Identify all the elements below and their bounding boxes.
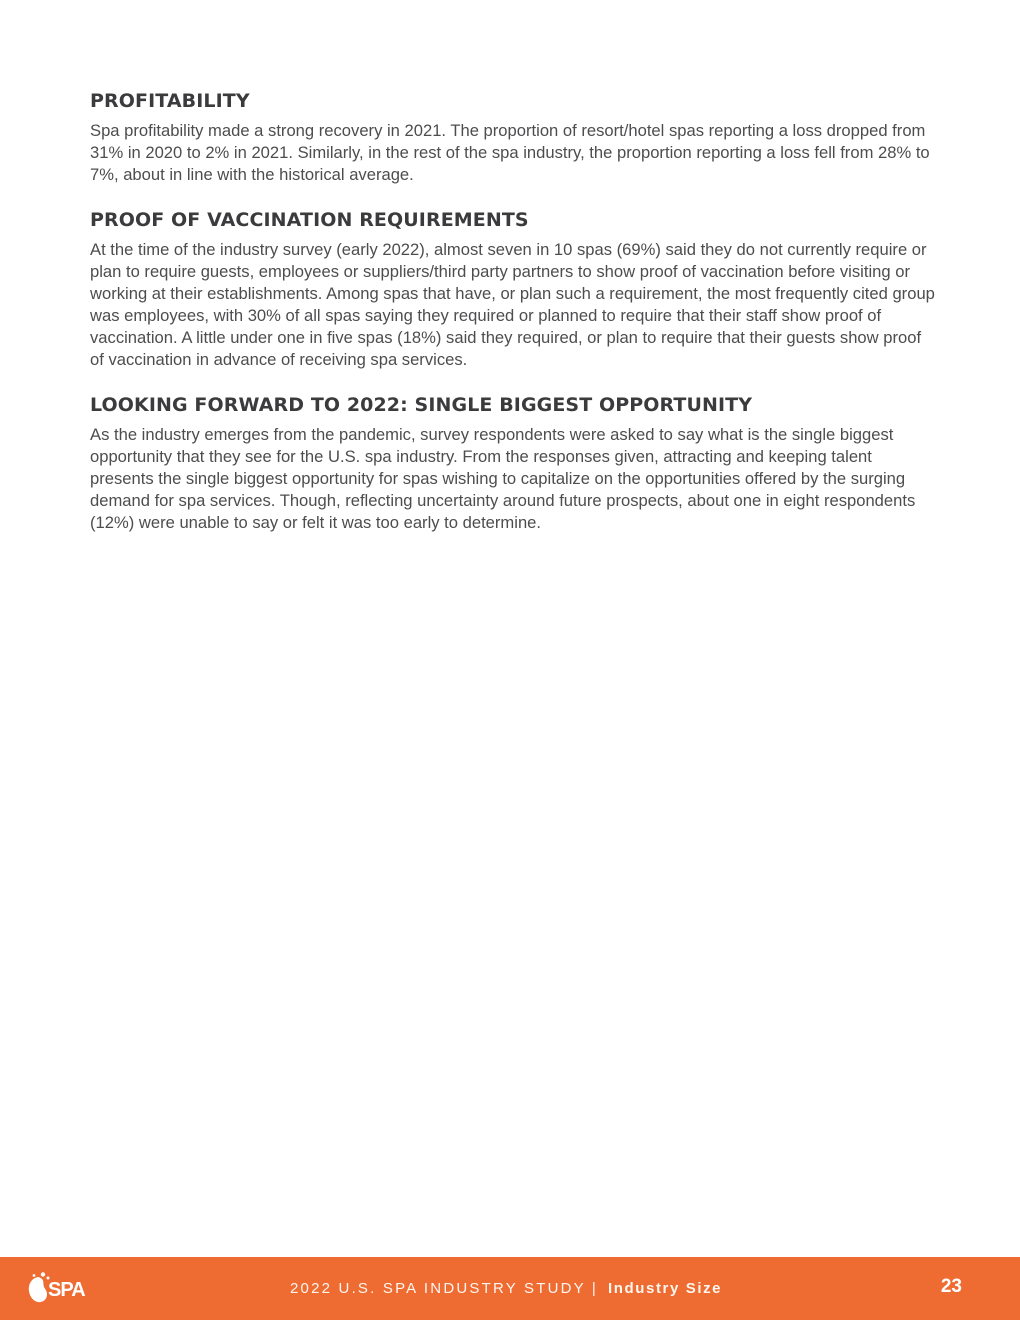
footer-separator: | — [591, 1280, 598, 1297]
footer-section-name: Industry Size — [607, 1280, 723, 1297]
vaccination-section — [90, 207, 935, 371]
spa-logo — [26, 1271, 96, 1307]
page-number: 23 — [940, 1276, 962, 1297]
section-heading: PROFITABILITY — [90, 90, 250, 112]
section-heading: PROOF OF VACCINATION REQUIREMENTS — [90, 209, 529, 231]
page-footer — [0, 1257, 1020, 1320]
section-paragraph: Spa profitability made a strong recovery in 2021. The proportion of resort/hotel spas reporting a loss dropped from 31% in 2020 to 2% in 2021. Similarly, in the rest of the spa industry, the proportion reporting a loss fell from 28% to 7%, about in line with the historical average. — [90, 121, 930, 184]
opportunity-section — [90, 392, 935, 534]
section-paragraph: At the time of the industry survey (early 2022), almost seven in 10 spas (69%) said they do not currently require or plan to require guests, employees or suppliers/third party partners to show proof of vaccination before visiting or working at their establishments. Among spas that have, or plan such a requirement, the most frequently cited group was employees, with 30% of all spas saying they required or planned to require that their staff show proof of vaccination. A little under one in five spas (18%) said they required, or plan to require that their guests show proof of vaccination in advance of receiving spa services. — [90, 240, 935, 369]
section-paragraph: As the industry emerges from the pandemic, survey respondents were asked to say what is the single biggest opportunity that they see for the U.S. spa industry. From the responses given, attracting and keeping talent presents the single biggest opportunity for spas wishing to capitalize on the opportunities offered by the surging demand for spa services. Though, reflecting uncertainty around future prospects, about one in eight respondents (12%) were unable to say or felt it was too early to determine. — [90, 425, 916, 532]
document-body — [90, 88, 935, 555]
study-title: 2022 U.S. SPA INDUSTRY STUDY — [290, 1280, 586, 1297]
section-heading: LOOKING FORWARD TO 2022: SINGLE BIGGEST OPPORTUNITY — [90, 394, 753, 416]
profitability-section — [90, 88, 935, 186]
logo-text: SPA — [48, 1279, 85, 1301]
footer-title — [290, 1280, 722, 1297]
